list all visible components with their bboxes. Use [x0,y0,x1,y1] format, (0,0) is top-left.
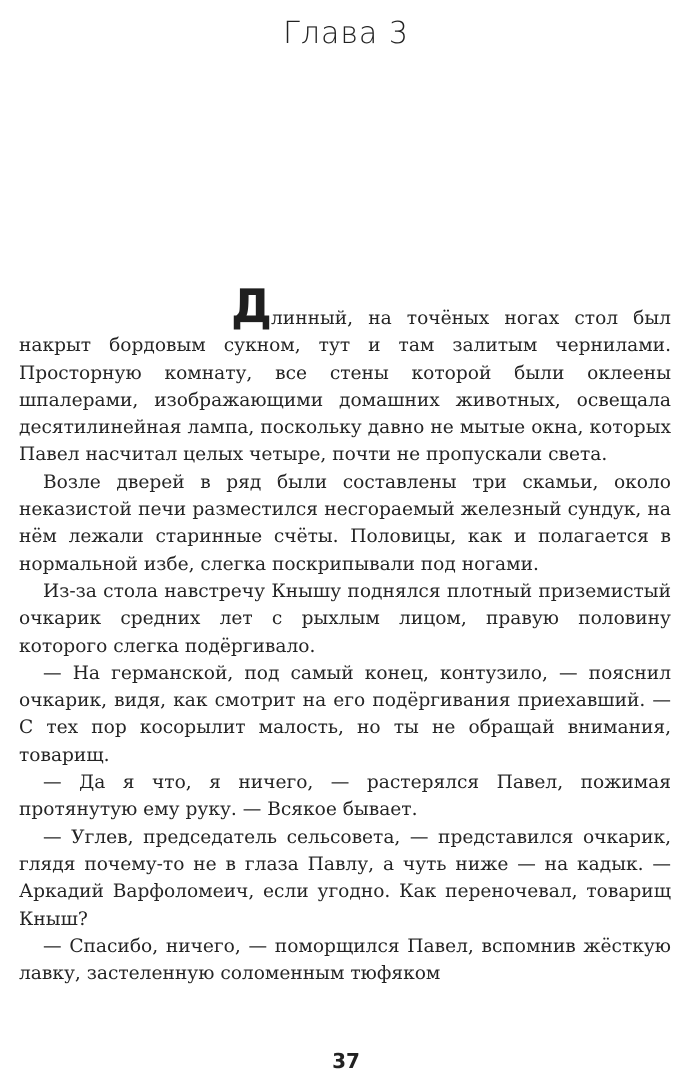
paragraph-5: — Да я что, я ничего, — растерялся Павел, пожимая протянутую ему руку. — Всякое бывает. [19,772,671,821]
paragraph-6: — Углев, председатель сельсовета, — представился очкарик, глядя почему-то не в глаза Павлу, а чуть ниже — на кадык. — Аркадий Варфоломеич, если угодно. Как переночевал, товарищ Кныш? [19,826,671,930]
paragraph-7: — Спасибо, ничего, — поморщился Павел, вспомнив жёсткую лавку, застеленную соломенным тюфяком [19,935,671,985]
paragraph-4: — На германской, под самый конец, контузило, — пояснил очкарик, видя, как смотрит на его подёргивания приехавший. — С тех пор косорылит малость, но ты не обращай внимания, товарищ. [19,662,671,766]
paragraph-1 [19,279,671,469]
paragraph-2: Возле дверей в ряд были составлены три скамьи, около неказистой печи разместился несгораемый железный сундук, на нём лежали старинные счёты. Половицы, как и полагается в нормальной избе, слегка поскрипывали под ногами. [19,471,671,575]
body-text [19,279,671,987]
chapter-title: Глава 3 [283,16,409,51]
page-number: 37 [332,1049,360,1073]
paragraph-3: Из-за стола навстречу Кнышу поднялся плотный приземистый очкарик средних лет с рыхлым лицом, правую половину которого слегка подёргивало. [19,580,671,657]
drop-cap-letter: Д [231,279,271,333]
dropcap-space [19,279,271,333]
paragraph-1-text: линный, на точёных ногах стол был накрыт бордовым сукном, тут и там залитым чернилами. Просторную комнату, все стены которой были оклеены шпалерами, изображающими домашних животных, освещала десятилинейная лампа, поскольку давно не мытые окна, которых Павел насчитал целых четыре, почти не пропускали света. [19,308,671,466]
